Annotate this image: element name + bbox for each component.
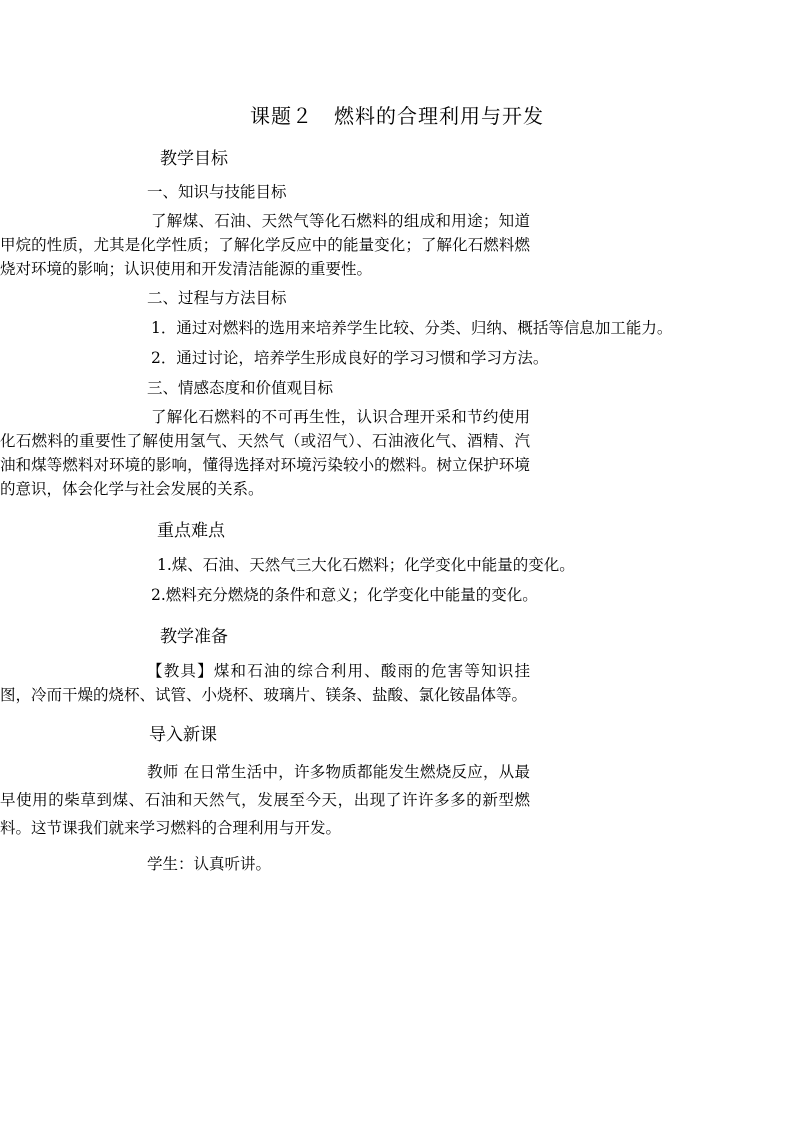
- heading-emotion-values: 三、情感态度和价值观目标: [147, 379, 334, 397]
- heading-teaching-goals: 教学目标: [160, 149, 228, 169]
- paragraph-emotion-values: [0, 405, 677, 501]
- heading-teaching-prep: 教学准备: [160, 627, 228, 647]
- paragraph-emotion-values-text: 了解化石燃料的不可再生性，认识合理开采和节约使用化石燃料的重要性了解使用氢气、天然气（或沼气）、石油液化气、酒精、汽油和煤等燃料对环境的影响，懂得选择对环境污染较小的燃料。树立保护环境的意识，体会化学与社会发展的关系。: [0, 408, 530, 498]
- document-body: [0, 146, 677, 876]
- paragraph-intro: [0, 758, 677, 842]
- key-item-1: 1.煤、石油、天然气三大化石燃料；化学变化中能量的变化。: [157, 556, 575, 574]
- heading-new-lesson: 导入新课: [149, 725, 217, 745]
- heading-key-points: 重点难点: [157, 521, 225, 541]
- document-title: 课题２ 燃料的合理利用与开发: [250, 104, 544, 128]
- paragraph-knowledge-skills: [0, 209, 677, 281]
- heading-process-methods: 二、过程与方法目标: [147, 289, 287, 307]
- process-item-2: 2．通过讨论，培养学生形成良好的学习习惯和学习方法。: [151, 349, 549, 367]
- paragraph-teaching-prep-text: 【教具】煤和石油的综合利用、酸雨的危害等知识挂图，冷而干燥的烧杯、试管、小烧杯、玻璃片、镁条、盐酸、氯化铵晶体等。: [0, 662, 530, 704]
- process-item-1: 1．通过对燃料的选用来培养学生比较、分类、归纳、概括等信息加工能力。: [151, 319, 673, 337]
- heading-knowledge-skills: 一、知识与技能目标: [147, 183, 287, 201]
- paragraph-intro-text: 教师 在日常生活中，许多物质都能发生燃烧反应，从最早使用的柴草到煤、石油和天然气，发展至今天，出现了许许多多的新型燃料。这节课我们就来学习燃料的合理利用与开发。: [0, 763, 530, 837]
- paragraph-knowledge-skills-text: 了解煤、石油、天然气等化石燃料的组成和用途；知道甲烷的性质，尤其是化学性质；了解化学反应中的能量变化；了解化石燃料燃烧对环境的影响；认识使用和开发清洁能源的重要性。: [0, 212, 530, 278]
- paragraph-teaching-prep: [0, 659, 677, 707]
- key-item-2: 2.燃料充分燃烧的条件和意义；化学变化中能量的变化。: [151, 586, 538, 604]
- student-response: 学生：认真听讲。: [147, 855, 272, 873]
